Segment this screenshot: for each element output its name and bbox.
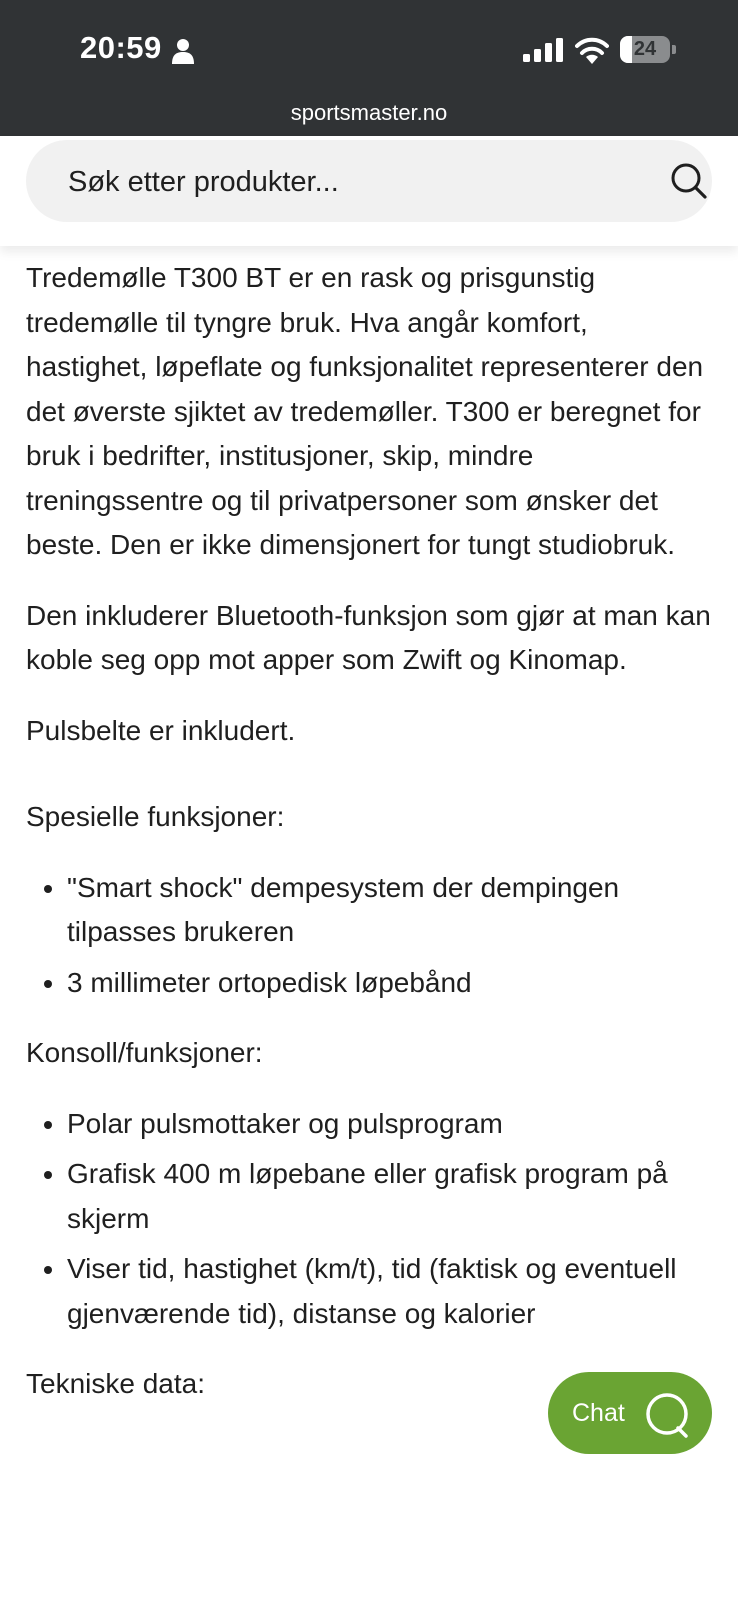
chat-label[interactable]: Chat: [572, 1399, 625, 1427]
special-features-list: [26, 866, 716, 1006]
chat-button[interactable]: [548, 1372, 712, 1454]
description-paragraph: Tredemølle T300 BT er en rask og prisgunstig tredemølle til tyngre bruk. Hva angår komfort, hastighet, løpeflate og funksjonalitet representerer den det øverste sjiktet av tredemøller. T300 er beregnet for bruk i bedrifter, institusjoner, skip, mindre treningssentre og til privatpersoner som ønsker det beste. Den er ikke dimensjonert for tungt studiobruk.: [26, 262, 704, 560]
wifi-icon: [575, 36, 609, 64]
chat-bubble-icon[interactable]: [644, 1392, 690, 1438]
list-item: • "Smart shock" dempesystem der dempingen tilpasses brukeren: [67, 866, 716, 955]
list-item: • 3 millimeter ortopedisk løpebånd: [67, 961, 716, 1006]
search-box[interactable]: [26, 140, 712, 222]
status-time: 20:59: [80, 30, 162, 65]
battery-level: 24: [633, 38, 657, 60]
console-features-list: [26, 1102, 716, 1337]
list-item: • Polar pulsmottaker og pulsprogram: [67, 1102, 716, 1147]
technical-data-heading: Tekniske data:: [26, 1368, 205, 1399]
console-heading: Konsoll/funksjoner:: [26, 1037, 263, 1068]
url-text[interactable]: sportsmaster.no: [290, 100, 448, 125]
list-item: • Viser tid, hastighet (km/t), tid (faktisk og eventuell gjenværende tid), distanse og kalorier: [67, 1247, 716, 1336]
battery-tip: [672, 45, 676, 54]
bluetooth-paragraph: Den inkluderer Bluetooth-funksjon som gjør at man kan koble seg opp mot apper som Zwift og Kinomap.: [26, 599, 711, 675]
person-icon: [172, 38, 194, 64]
signal-icon: [523, 38, 563, 62]
search-icon[interactable]: [670, 162, 708, 200]
status-bar: [0, 0, 738, 102]
pulse-belt-paragraph: Pulsbelte er inkludert.: [26, 714, 296, 746]
battery-body: [620, 36, 670, 63]
battery-icon: [620, 36, 670, 63]
special-features-heading: Spesielle funksjoner:: [26, 801, 285, 832]
url-bar[interactable]: [0, 92, 738, 136]
list-item: • Grafisk 400 m løpebane eller grafisk program på skjerm: [67, 1152, 716, 1241]
search-input[interactable]: [66, 140, 630, 224]
product-description: [26, 256, 716, 1433]
site-header: [0, 136, 738, 246]
